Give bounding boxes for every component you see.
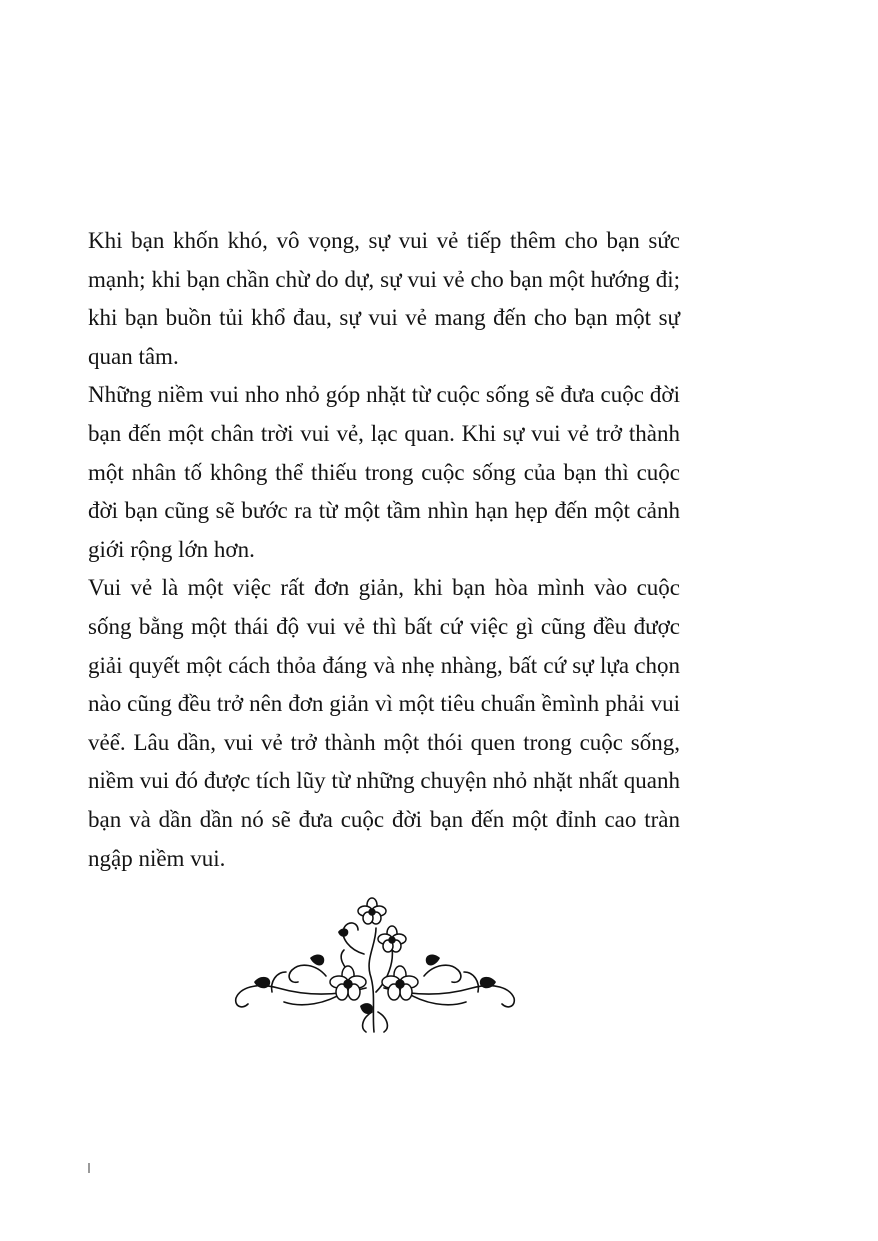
paragraph-2: Những niềm vui nho nhỏ góp nhặt từ cuộc sống sẽ đưa cuộc đời bạn đến một chân trời vui vẻ, lạc quan. Khi sự vui vẻ trở thành một nhân tố không thể thiếu trong cuộc sống của bạn thì cuộc đời bạn cũng sẽ bước ra từ một tầm nhìn hạn hẹp đến một cảnh giới rộng lớn hơn. <box>88 382 680 562</box>
paragraph-3: Vui vẻ là một việc rất đơn giản, khi bạn hòa mình vào cuộc sống bằng một thái độ vui vẻ thì bất cứ việc gì cũng đều được giải quyết một cách thỏa đáng và nhẹ nhàng, bất cứ sự lựa chọn nào cũng đều trở nên đơn giản vì một tiêu chuẩn ềmình phải vui vẻể. Lâu dần, vui vẻ trở thành một thói quen trong cuộc sống, niềm vui đó được tích lũy từ những chuyện nhỏ nhặt nhất quanh bạn và dần dần nó sẽ đưa cuộc đời bạn đến một đỉnh cao tràn ngập niềm vui. <box>88 575 680 871</box>
paragraph-1: Khi bạn khốn khó, vô vọng, sự vui vẻ tiếp thêm cho bạn sức mạnh; khi bạn chần chừ do dự, sự vui vẻ cho bạn một hướng đi; khi bạn buồn tủi khổ đau, sự vui vẻ mang đến cho bạn một sự quan tâm. <box>88 228 680 369</box>
floral-ornament-icon <box>226 892 522 1040</box>
page-edge-mark <box>88 1163 90 1173</box>
body-text <box>88 222 680 878</box>
